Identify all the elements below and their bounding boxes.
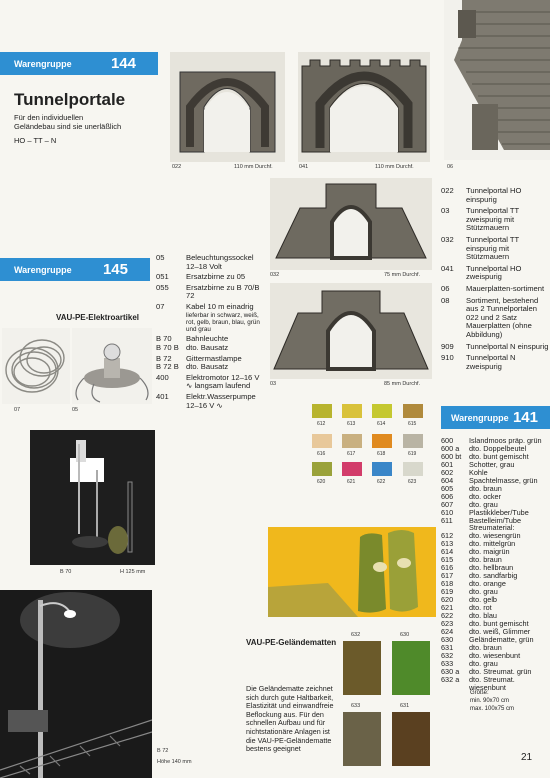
item-description: Bahnleuchte [186, 334, 229, 344]
swatch-label: 617 [347, 451, 356, 457]
item-code: 600 a [441, 443, 460, 453]
caption-b70: B 70 [60, 569, 72, 575]
item-description: Tunnelportal TT einspurig mit Stützmauern [466, 234, 520, 262]
list-item [441, 187, 549, 204]
item-code: 630 [441, 634, 454, 644]
item-description: dto. blau [469, 610, 497, 620]
item-code: 05 [156, 253, 165, 262]
caption-b72: B 72 [157, 748, 169, 754]
item-code: 614 [441, 547, 454, 557]
item-description: Kabel 10 m einadrig [186, 301, 254, 311]
tunnel-portal-032-photo [270, 178, 432, 270]
subtitle-line-2: Geländebau sind sie unerläßlich [14, 122, 122, 131]
swatch-619 [403, 434, 423, 448]
item-description: Tunnelportal HO zweispurig [466, 263, 522, 282]
item-code: 619 [441, 587, 454, 597]
caption-041-size: 110 mm Durchf. [375, 164, 414, 170]
list-item [156, 254, 266, 271]
lamp-b72-night-photo [0, 590, 152, 778]
list-item [156, 344, 266, 353]
item-code: 08 [441, 295, 450, 305]
item-description: Tunnelportal N zweispurig [466, 353, 516, 371]
warengruppe-label: Warengruppe [451, 412, 509, 423]
item-code: 032 [441, 234, 454, 244]
item-code: 615 [441, 555, 454, 565]
cable-coils-photo [2, 328, 70, 404]
electro-heading: VAU-PE-Elektroartikel [56, 313, 139, 322]
swatch-label: 621 [347, 479, 356, 485]
caption-022-size: 110 mm Durchf. [234, 164, 273, 170]
swatch-617 [342, 434, 362, 448]
warengruppe-144-bar [0, 52, 158, 75]
item-description: dto. wiesenbunt [469, 650, 521, 660]
warengruppe-145-bar [0, 258, 150, 281]
swatch-614 [372, 404, 392, 418]
item-code: 622 [441, 610, 454, 620]
caption-b72-size: Höhe 140 mm [157, 759, 192, 765]
item-code: 07 [156, 301, 165, 311]
item-code: 022 [441, 186, 454, 195]
swatch-620 [312, 462, 332, 476]
size-max: max. 100x75 cm [470, 706, 515, 712]
item-description: dto. Streumat. wiesenbunt [469, 674, 515, 692]
swatch-618 [372, 434, 392, 448]
list-item [441, 676, 550, 692]
item-description: Bastelleim/Tube [469, 515, 522, 525]
subtitle-line-1: Für den individuellen [14, 113, 84, 122]
caption-05: 05 [72, 407, 79, 413]
item-code: 600 bt [441, 451, 462, 461]
item-code: B 72 [156, 353, 172, 363]
item-code: 055 [156, 282, 169, 292]
item-description: Elektromotor 12–16 V ∿ langsam laufend [186, 372, 260, 391]
mat-tile-633 [343, 712, 381, 766]
item-code: B 72 B [156, 362, 179, 372]
item-description: Streumaterial: [469, 523, 515, 533]
mats-description: Die Geländematte zeichnet sich durch gute Haltbarkeit, Elastizität und einwandfreie Beflockung aus. Für den schnellen Aufbau und für nichtstationäre Anlagen ist die VAU-PE-Geländematte bestens geeignet [246, 684, 334, 754]
size-label: Größe: [470, 690, 489, 696]
mat-label: 631 [400, 703, 410, 709]
mats-heading: VAU-PE-Geländematten [246, 638, 337, 647]
electro-product-list [156, 254, 266, 410]
item-description: Sortiment, bestehend aus 2 Tunnelportalen 022 und 2 Satz Mauerplatten (ohne Abbildung) [466, 295, 539, 339]
list-item [156, 393, 266, 410]
item-code: 620 [441, 595, 454, 605]
item-description: Ersatzbirne zu B 70/B 72 [186, 282, 260, 301]
list-item [441, 343, 549, 352]
item-code: 610 [441, 507, 454, 517]
swatch-label: 622 [377, 479, 386, 485]
item-code: 041 [441, 263, 454, 273]
tunnel-portal-022-photo [170, 52, 285, 162]
list-item [441, 236, 549, 262]
item-description: Islandmoos präp. grün [469, 436, 542, 445]
swatch-615 [403, 404, 423, 418]
swatch-622 [372, 462, 392, 476]
caption-032: 032 [270, 272, 280, 278]
swatch-label: 613 [347, 421, 356, 427]
wall-plates-photo [444, 0, 550, 160]
item-code: 910 [441, 353, 454, 363]
item-description: dto. Bausatz [186, 362, 229, 372]
item-description: dto. wiesengrün [469, 531, 521, 541]
item-description: dto. hellbraun [469, 563, 514, 573]
item-code: 602 [441, 467, 454, 477]
caption-03: 03 [270, 381, 277, 387]
swatch-label: 615 [408, 421, 417, 427]
list-item [156, 363, 266, 372]
caption-03-size: 85 mm Durchf. [384, 381, 421, 387]
item-description: dto. braun [469, 642, 502, 652]
item-code: 632 [441, 650, 454, 660]
size-min: min. 90x70 cm [470, 698, 510, 704]
item-description: Kohle [469, 467, 488, 477]
item-description: dto. bunt gemischt [469, 451, 529, 461]
mat-tile-631 [392, 712, 430, 766]
item-code: 616 [441, 563, 454, 573]
item-code: 601 [441, 459, 454, 469]
swatch-label: 620 [317, 479, 326, 485]
item-description: Plastikkleber/Tube [469, 507, 529, 517]
item-description: dto. ocker [469, 491, 502, 501]
item-code: 630 a [441, 666, 460, 676]
item-code: 607 [441, 499, 454, 509]
caption-032-size: 75 mm Durchf. [384, 272, 421, 278]
item-description: dto. Streumat. grün [469, 666, 532, 676]
item-code: 401 [156, 392, 169, 402]
item-code: 400 [156, 372, 169, 382]
item-code: B 70 [156, 334, 172, 344]
list-item [441, 354, 549, 371]
item-description: Tunnelportal N einspurig [466, 341, 549, 351]
caption-041: 041 [299, 164, 309, 170]
item-code: 600 [441, 436, 454, 445]
item-description: Elektr.Wasserpumpe 12–16 V ∿ [186, 392, 256, 410]
swatch-616 [312, 434, 332, 448]
item-code: 605 [441, 483, 454, 493]
item-code: 633 [441, 658, 454, 668]
streu-product-list [441, 437, 550, 692]
item-description: dto. grau [469, 587, 498, 597]
item-code: 621 [441, 603, 454, 613]
item-description: dto. rot [469, 603, 492, 613]
scale-text: HO – TT – N [14, 136, 57, 145]
item-code: 06 [441, 283, 450, 293]
list-item [156, 273, 266, 282]
item-code: 606 [441, 491, 454, 501]
swatch-label: 623 [408, 479, 417, 485]
item-code: 632 a [441, 674, 460, 684]
tunnel-product-list [441, 187, 549, 371]
list-item [156, 284, 266, 301]
list-item [441, 297, 549, 340]
swatch-621 [342, 462, 362, 476]
item-description: dto. grau [469, 499, 498, 509]
list-item [156, 303, 266, 333]
swatch-label: 618 [377, 451, 386, 457]
item-description: Tunnelportal HO einspurig [466, 186, 522, 204]
mat-label: 630 [400, 632, 410, 638]
caption-06: 06 [447, 164, 454, 170]
item-description: dto. braun [469, 555, 502, 565]
item-description: Schotter, grau [469, 459, 515, 469]
mat-label: 632 [351, 632, 361, 638]
scatter-bags-photo [268, 527, 436, 617]
item-code: 623 [441, 618, 454, 628]
swatch-label: 614 [377, 421, 386, 427]
swatch-612 [312, 404, 332, 418]
item-description: dto. sandfarbig [469, 571, 518, 581]
item-description: dto. Bausatz [186, 343, 229, 353]
tunnel-portal-041-photo [298, 52, 430, 162]
item-description: Mauerplatten-sortiment [466, 283, 545, 293]
item-code: 051 [156, 272, 169, 282]
item-description: dto. bunt gemischt [469, 618, 529, 628]
item-code: B 70 B [156, 343, 179, 353]
caption-022: 022 [172, 164, 182, 170]
warengruppe-141-bar [441, 406, 550, 429]
item-note: lieferbar in schwarz, weiß, rot, gelb, braun, blau, grün und grau [186, 311, 260, 334]
item-description: dto. Doppelbeutel [469, 443, 527, 453]
mat-tile-632 [343, 641, 381, 695]
item-code: 624 [441, 626, 454, 636]
warengruppe-label: Warengruppe [14, 58, 72, 69]
item-description: dto. weiß, Glimmer [469, 626, 531, 636]
item-code: 612 [441, 531, 454, 541]
swatch-label: 616 [317, 451, 326, 457]
item-description: dto. mittelgrün [469, 539, 516, 549]
list-item [441, 596, 550, 604]
item-description: Tunnelportal TT zweispurig mit Stützmauern [466, 206, 520, 233]
caption-07: 07 [14, 407, 21, 413]
item-description: dto. braun [469, 483, 502, 493]
swatch-label: 619 [408, 451, 417, 457]
item-code: 03 [441, 206, 450, 216]
warengruppe-number: 145 [102, 261, 128, 278]
swatch-label: 612 [317, 421, 326, 427]
item-code: 617 [441, 571, 454, 581]
light-base-photo [72, 328, 152, 404]
item-code: 611 [441, 515, 453, 525]
mat-label: 633 [351, 703, 361, 709]
list-item [441, 285, 549, 294]
item-description: Gittermastlampe [186, 353, 242, 363]
swatch-613 [342, 404, 362, 418]
item-code: 604 [441, 475, 454, 485]
list-item [441, 265, 549, 282]
warengruppe-number: 141 [512, 409, 538, 426]
caption-b70-size: H 125 mm [120, 569, 146, 575]
item-description: dto. gelb [469, 595, 497, 605]
item-code: 618 [441, 579, 454, 589]
lamp-b70-photo [30, 430, 155, 565]
item-code: 631 [441, 642, 454, 652]
list-item [441, 461, 550, 469]
item-description: Spachtelmasse, grün [469, 475, 538, 485]
page-title: Tunnelportale [14, 90, 126, 109]
item-description: dto. maigrün [469, 547, 510, 557]
item-description: dto. grau [469, 658, 498, 668]
warengruppe-label: Warengruppe [14, 264, 72, 275]
mat-tile-630 [392, 641, 430, 695]
page-number: 21 [521, 752, 533, 763]
item-description: dto. orange [469, 579, 506, 589]
item-description: Beleuchtungssockel 12–18 Volt [186, 253, 254, 271]
tunnel-portal-03-photo [270, 283, 432, 379]
item-description: Geländematte, grün [469, 634, 534, 644]
warengruppe-number: 144 [110, 55, 136, 72]
list-item [441, 207, 549, 233]
item-code: 909 [441, 341, 454, 351]
item-code: 613 [441, 539, 454, 549]
list-item [156, 374, 266, 391]
swatch-623 [403, 462, 423, 476]
item-description: Ersatzbirne zu 05 [186, 272, 246, 282]
